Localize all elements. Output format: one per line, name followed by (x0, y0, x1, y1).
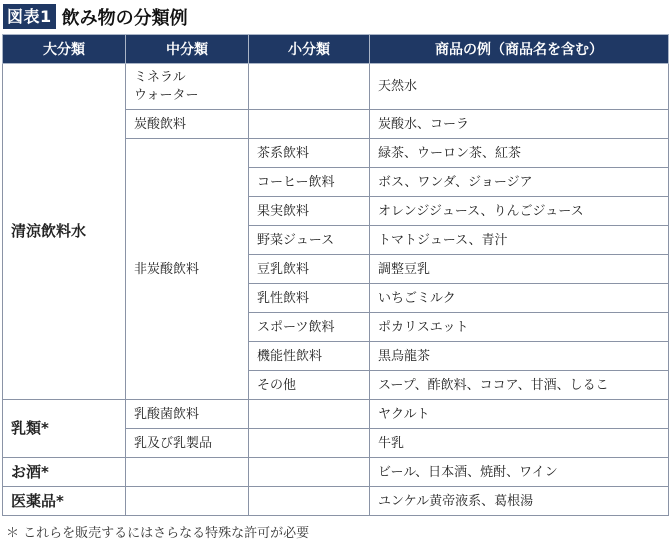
header-row (3, 35, 669, 64)
header-minor: 小分類 (249, 35, 370, 64)
table-row (3, 400, 669, 429)
product-examples: トマトジュース、青汁 (370, 226, 669, 255)
middle-category: 乳酸菌飲料 (126, 400, 249, 429)
table-row (3, 458, 669, 487)
product-examples: ボス、ワンダ、ジョージア (370, 168, 669, 197)
product-examples: ポカリスエット (370, 313, 669, 342)
product-examples: 炭酸水、コーラ (370, 110, 669, 139)
product-examples: 黒烏龍茶 (370, 342, 669, 371)
product-examples: いちごミルク (370, 284, 669, 313)
table-row (3, 64, 669, 110)
minor-category (249, 487, 370, 516)
product-examples: ビール、日本酒、焼酎、ワイン (370, 458, 669, 487)
figure-label: 図表1 (3, 4, 56, 29)
figure-title-text: 飲み物の分類例 (61, 7, 188, 29)
figure-title (3, 3, 188, 30)
minor-category (249, 429, 370, 458)
product-examples: 調整豆乳 (370, 255, 669, 284)
minor-category (249, 110, 370, 139)
minor-category: コーヒー飲料 (249, 168, 370, 197)
major-category: お酒* (3, 458, 126, 487)
minor-category: スポーツ飲料 (249, 313, 370, 342)
minor-category: 豆乳飲料 (249, 255, 370, 284)
major-category: 医薬品* (3, 487, 126, 516)
middle-category: ミネラル ウォーター (126, 64, 249, 110)
minor-category: 乳性飲料 (249, 284, 370, 313)
middle-category: 乳及び乳製品 (126, 429, 249, 458)
footnote: ＊ これらを販売するにはさらなる特殊な許可が必要 (6, 526, 310, 541)
product-examples: ヤクルト (370, 400, 669, 429)
minor-category (249, 400, 370, 429)
major-category: 清涼飲料水 (3, 64, 126, 400)
classification-table (2, 34, 669, 516)
middle-category (126, 487, 249, 516)
header-middle: 中分類 (126, 35, 249, 64)
major-category: 乳類* (3, 400, 126, 458)
middle-category (126, 458, 249, 487)
minor-category: 茶系飲料 (249, 139, 370, 168)
minor-category (249, 64, 370, 110)
minor-category (249, 458, 370, 487)
minor-category: 機能性飲料 (249, 342, 370, 371)
product-examples: 天然水 (370, 64, 669, 110)
table-row (3, 487, 669, 516)
header-major: 大分類 (3, 35, 126, 64)
middle-category: 非炭酸飲料 (126, 139, 249, 400)
minor-category: その他 (249, 371, 370, 400)
product-examples: スープ、酢飲料、ココア、甘酒、しるこ (370, 371, 669, 400)
minor-category: 果実飲料 (249, 197, 370, 226)
product-examples: オレンジジュース、りんごジュース (370, 197, 669, 226)
middle-category: 炭酸飲料 (126, 110, 249, 139)
minor-category: 野菜ジュース (249, 226, 370, 255)
product-examples: ユンケル黄帝液系、葛根湯 (370, 487, 669, 516)
product-examples: 牛乳 (370, 429, 669, 458)
product-examples: 緑茶、ウーロン茶、紅茶 (370, 139, 669, 168)
header-examples: 商品の例（商品名を含む） (370, 35, 669, 64)
